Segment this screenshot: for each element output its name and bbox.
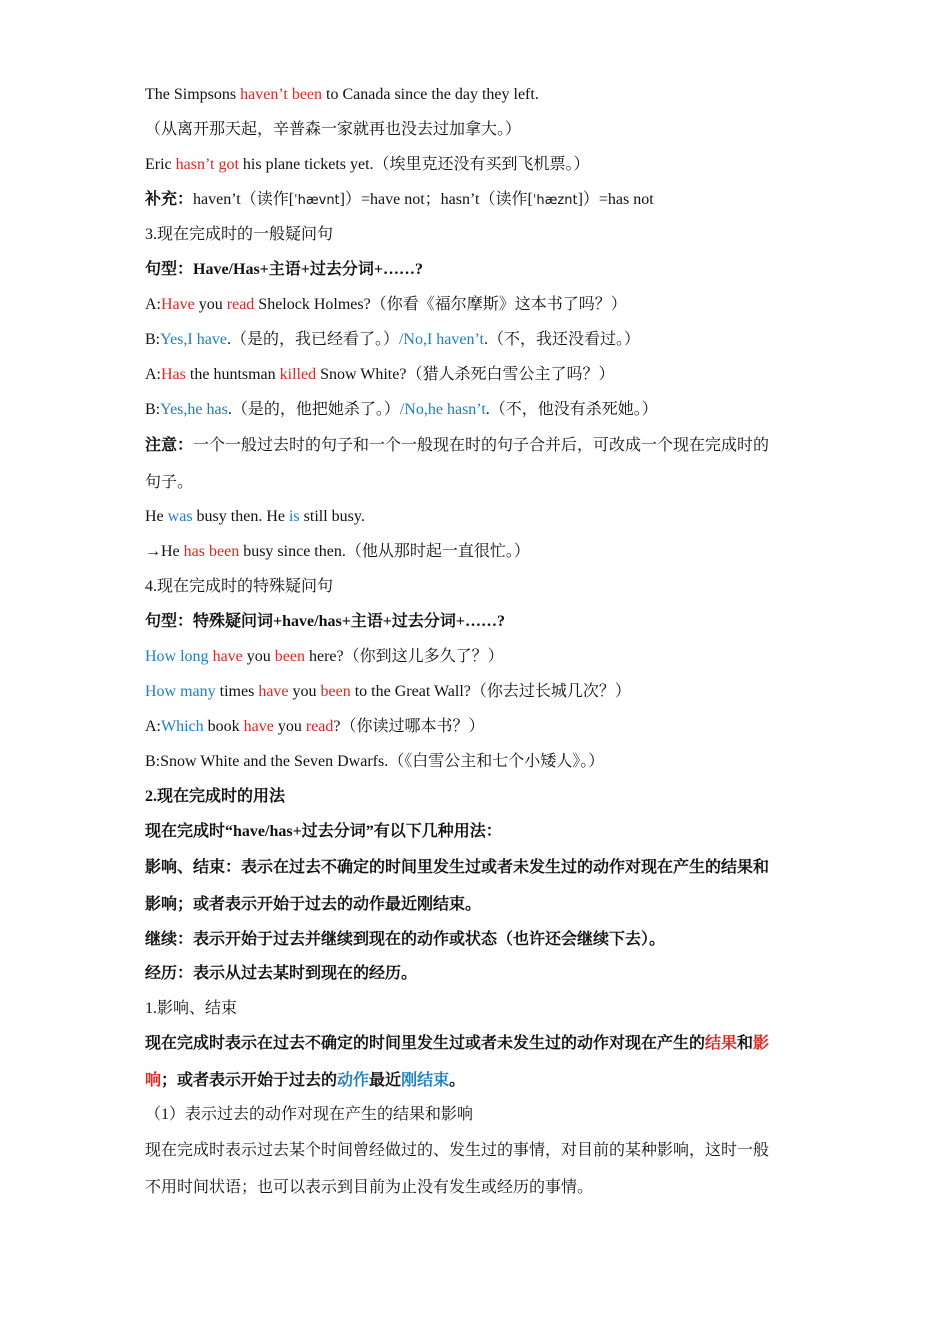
example-sentence: Eric hasn’t got his plane tickets yet.（埃里克还没有买到飞机票。） (145, 156, 590, 173)
highlight-verb: haven’t been (240, 86, 323, 103)
phonetic: ˈhævnt (294, 193, 340, 208)
example-sentence: →He has been busy since then.（他从那时起一直很忙。） (145, 543, 530, 560)
subsection-heading: （1）表示过去的动作对现在产生的结果和影响 (145, 1106, 474, 1123)
translation: （从离开那天起，辛普森一家就再也没去过加拿大。） (145, 121, 522, 138)
phonetic: ˈhæznt (532, 193, 578, 208)
emphasis-paragraph-cont: 响；或者表示开始于过去的动作最近刚结束。 (145, 1072, 466, 1089)
section-heading: 2.现在完成时的用法 (145, 788, 286, 805)
example-sentence: How long have you been here?（你到这儿多久了？） (145, 648, 504, 665)
note-paragraph: 注意：一个一般过去时的句子和一个一般现在时的句子合并后，可改成一个现在完成时的 (145, 437, 770, 454)
supplement-note: 补充：haven’t（读作[ˈhævnt]）=have not；hasn’t（读作[ˈhæznt]）=has not (145, 191, 654, 208)
section-heading: 4.现在完成时的特殊疑问句 (145, 578, 334, 595)
section-heading: 3.现在完成时的一般疑问句 (145, 226, 334, 243)
body-paragraph: 现在完成时表示过去某个时间曾经做过的、发生过的事情，对目前的某种影响，这时一般 (145, 1142, 770, 1159)
example-sentence: He was busy then. He is still busy. (145, 508, 365, 525)
usage-item: 经历：表示从过去某时到现在的经历。 (145, 965, 418, 982)
dialogue-line: B:Snow White and the Seven Dwarfs.（《白雪公主和七个小矮人》。） (145, 753, 605, 770)
example-sentence: The Simpsons haven’t been to Canada since the day they left. (145, 86, 539, 103)
subsection-heading: 1.影响、结束 (145, 1000, 238, 1017)
note-paragraph-cont: 句子。 (145, 474, 194, 491)
usage-item-cont: 影响；或者表示开始于过去的动作最近刚结束。 (145, 896, 482, 913)
dialogue-line: B:Yes,he has.（是的，他把她杀了。）/No,he hasn’t.（不，他没有杀死她。） (145, 401, 658, 418)
dialogue-line: A:Has the huntsman killed Snow White?（猎人杀死白雪公主了吗？） (145, 366, 615, 383)
usage-intro: 现在完成时“have/has+过去分词”有以下几种用法： (145, 823, 502, 840)
usage-item: 继续：表示开始于过去并继续到现在的动作或状态（也许还会继续下去）。 (145, 931, 666, 948)
dialogue-line: A:Have you read Shelock Holmes?（你看《福尔摩斯》这本书了吗？） (145, 296, 627, 313)
body-paragraph-cont: 不用时间状语；也可以表示到目前为止没有发生或经历的事情。 (145, 1179, 594, 1196)
example-sentence: How many times have you been to the Great Wall?（你去过长城几次？） (145, 683, 631, 700)
usage-item: 影响、结束：表示在过去不确定的时间里发生过或者未发生过的动作对现在产生的结果和 (145, 859, 770, 876)
highlight-verb: hasn’t got (175, 156, 239, 173)
dialogue-line: A:Which book have you read?（你读过哪本书？） (145, 718, 485, 735)
emphasis-paragraph: 现在完成时表示在过去不确定的时间里发生过或者未发生过的动作对现在产生的结果和影 (145, 1035, 770, 1052)
sentence-pattern: 句型：Have/Has+主语+过去分词+……? (145, 261, 424, 278)
sentence-pattern: 句型：特殊疑问词+have/has+主语+过去分词+……? (145, 613, 506, 630)
dialogue-line: B:Yes,I have.（是的，我已经看了。）/No,I haven’t.（不，我还没看过。） (145, 331, 640, 348)
